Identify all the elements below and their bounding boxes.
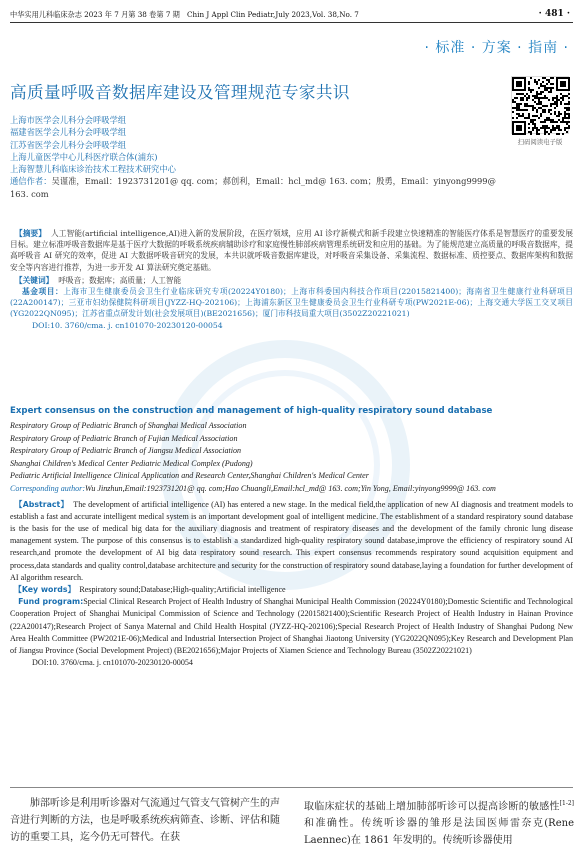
cn-keywords-text: 呼吸音；数据库；高质量；人工智能 xyxy=(58,275,182,285)
cn-doi[interactable]: DOI:10. 3760/cma. j. cn101070-20230120-00054 xyxy=(32,320,223,330)
body-column-right xyxy=(304,795,574,849)
qr-code[interactable] xyxy=(511,76,569,134)
en-abstract-label: 【Abstract】 xyxy=(14,499,69,509)
body-column-left: 肺部听诊是利用听诊器对气流通过气管支气管树产生的声音进行判断的方法，也是呼吸系统疾病筛查、诊断、评估和随访的重要工具，迄今仍无可替代。在获 xyxy=(10,798,280,843)
en-affiliation-3: Respiratory Group of Pediatric Branch of Jiangsu Medical Association xyxy=(10,446,242,456)
affiliation-1: 上海市医学会儿科分会呼吸学组 xyxy=(10,115,127,125)
en-doi[interactable]: DOI:10. 3760/cma. j. cn101070-20230120-00054 xyxy=(32,658,193,668)
corresponding-authors xyxy=(10,175,500,200)
cn-fund-label: 基金项目： xyxy=(21,287,64,297)
body-right-text-b: 和准确性。传统听诊器的雏形是法国医师雷奈克(Rene Laennec)在 1861 年发明的。传统听诊器使用 xyxy=(304,818,574,847)
en-keywords-text: Respiratory sound;Database;High-quality;Artificial intelligence xyxy=(79,584,286,594)
cn-keywords xyxy=(10,275,573,286)
cn-fund-text: 上海市卫生健康委员会卫生行业临床研究专项(20224Y0180)；上海市科委国内科技合作项目(22015821400)；海南省卫生健康行业科研项目(22A200147)；三亚市妇幼保健院科研项目(JYZZ-HQ-202106)；上海浦东新区卫生健康委员会卫生行业科研专项(PW2021E-06)；上海交通大学医工交叉项目(YG2022QN095)；江苏省重点研发计划(社会发展项目)(BE2021656)；厦门市科技局重大项目(3502Z20221021) xyxy=(10,287,573,319)
cn-abstract-label: 【摘要】 xyxy=(15,229,46,238)
en-keywords-label: 【Key words】 xyxy=(14,584,76,594)
section-banner: · 标准 · 方案 · 指南 · xyxy=(424,40,569,56)
affiliation-3: 江苏省医学会儿科分会呼吸学组 xyxy=(10,139,127,150)
header-rule xyxy=(10,22,573,23)
qr-code-image xyxy=(512,77,570,135)
en-abstract-paragraph xyxy=(10,499,573,584)
en-fund xyxy=(10,596,573,657)
en-corr-text: Wu Jinzhun,Email:1923731201@ qq. com;Hao Chuangli,Email:hcl_md@ 163. com;Yin Yong, Email:yinyong9999@ 163. com xyxy=(85,483,496,493)
journal-citation: 中华实用儿科临床杂志 2023 年 7 月第 38 卷第 7 期 Chin J Appl Clin Pediatr,July 2023,Vol. 38,No. 7 xyxy=(10,10,359,19)
author-affiliations xyxy=(10,114,500,200)
en-affiliation-1: Respiratory Group of Pediatric Branch of Shanghai Medical Association xyxy=(10,421,247,430)
cn-keywords-label: 【关键词】 xyxy=(14,275,54,285)
body-right-text-a: 取临床症状的基础上增加肺部听诊可以提高诊断的敏感性 xyxy=(304,801,560,813)
cn-abstract-paragraph xyxy=(10,228,573,273)
cn-fund xyxy=(10,286,573,320)
en-corr-label: Corresponding author: xyxy=(10,483,86,493)
running-header xyxy=(10,10,570,20)
affiliation-2: 福建省医学会儿科分会呼吸学组 xyxy=(10,127,127,138)
en-abstract-text: The development of artificial intelligence (AI) has entered a new stage. In the medical field,the application of new AI diagnosis and treatment models to establish a fast and accurate intelligent medical system is an important development goal of intelligent medicine. The establishment of a standard respiratory sound database is the basis for the use of medical big data for the auxiliary diagnosis and treatment of respiratory diseases and the development of the family chronic lung disease management system. The purpose of this consensus is to establish a standardized high-quality respiratory sound database,improve the efficiency of respiratory sound AI research,and promote the development of AI big data respiratory sound research. This expert consensus recommends respiratory sound acquisition equipment and process,data standards and quality control,database architecture and security for the construction of respiratory sound database,laying a foundation for further development of AI algorithm research. xyxy=(10,499,574,582)
en-affiliation-5: Pediatric Artificial Intelligence Clinical Application and Research Center,Shanghai Children's Medical Center xyxy=(10,471,369,481)
citation-ref[interactable]: [1-2] xyxy=(559,800,574,807)
en-affiliation-2: Respiratory Group of Pediatric Branch of Fujian Medical Association xyxy=(10,433,238,443)
en-affiliations xyxy=(10,420,573,496)
affiliation-5: 上海智慧儿科临床诊治技术工程技术研究中心 xyxy=(10,164,176,175)
en-affiliation-4: Shanghai Children's Medical Center Pediatric Medical Complex (Pudong) xyxy=(10,458,253,468)
body-divider xyxy=(10,787,573,788)
english-abstract xyxy=(10,406,573,669)
affiliation-4: 上海儿童医学中心儿科医疗联合体(浦东) xyxy=(10,151,158,162)
en-fund-label: Fund program: xyxy=(18,597,84,607)
cn-abstract-text: 人工智能(artificial intelligence,AI)进入新的发展阶段，在医疗领域，应用 AI 诊疗新模式和新手段建立快速精准的智能医疗体系是智慧医疗的重要发展目标。建立标准呼吸音数据库是基于医疗大数据的呼吸系统疾病辅助诊疗和家庭慢性肺部疾病管理系统研发和应用的基础。为了能规范建立高质量的呼吸音数据库，提高呼吸音 AI 研究的效率，促进 AI 大数据呼吸音研究的发展，本共识就呼吸音数据库建设，对呼吸音采集设备、采集流程、数据标准、质控要点、数据库架构和数据安全等内容进行推荐，为进一步开发 AI 算法研究奠定基础。 xyxy=(10,229,574,272)
en-fund-text: Special Clinical Research Project of Health Industry of Shanghai Municipal Health Commission (20224Y0180);Domestic Scientific and Technological Cooperation Project of Shanghai Municipal Commission of Science and Technology (22015821400);Scientific Research Project of Health Industry in Hainan Province (22A200147);Research Project of Sanya Maternal and Child Health Hospital (JYZZ-HQ-202106);Special Research Project of Health Industry of Shanghai Pudong New Area Health Committee (PW2021E-06);Medical and Industrial Intersection Project of Shanghai Jiaotong University (YG2022QN095);Key Research and Development Plan of Jiangsu Province (Social Development Project) (BE2021656);Major Projects of Xiamen Science and Technology Bureau (3502Z20221021) xyxy=(10,597,573,655)
en-corresponding xyxy=(10,483,573,496)
en-title: Expert consensus on the construction and management of high-quality respiratory sound database xyxy=(10,406,493,416)
page-number: · 481 · xyxy=(538,9,570,19)
qr-caption: 扫码阅读电子版 xyxy=(517,138,563,146)
chinese-abstract xyxy=(10,228,573,394)
corresponding-label: 通信作者： xyxy=(10,176,52,187)
corresponding-text: 吴谨准，Email：1923731201@ qq. com；郝创利，Email：hcl_md@ 163. com；殷勇，Email：yinyong9999@ 163. com xyxy=(10,176,496,199)
en-keywords xyxy=(10,584,573,596)
article-title: 高质量呼吸音数据库建设及管理规范专家共识 xyxy=(10,83,350,102)
